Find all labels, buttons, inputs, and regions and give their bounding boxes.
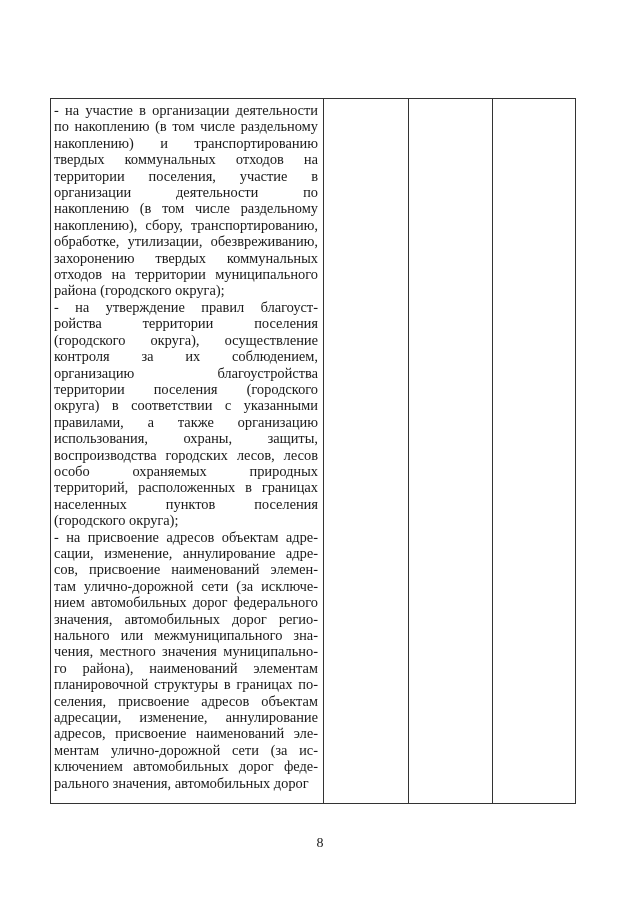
text-line: го района), наименований элементам xyxy=(54,660,318,677)
text-line: организацию благоустройства xyxy=(54,365,318,382)
text-line: территорий, расположенных в границах xyxy=(54,480,318,497)
text-line: округа) в соответствии с указанными xyxy=(54,398,318,415)
text-line: накоплению (в том числе раздельному xyxy=(54,201,318,218)
text-line: чения, местного значения муниципально- xyxy=(54,644,318,661)
table-frame xyxy=(50,98,576,804)
text-line: территории поселения, участие в xyxy=(54,168,318,185)
text-line: - на присвоение адресов объектам адре- xyxy=(54,529,318,546)
text-line: территории поселения (городского xyxy=(54,381,318,398)
text-line: значения, автомобильных дорог регио- xyxy=(54,611,318,628)
text-line: планировочной структуры в границах по- xyxy=(54,677,318,694)
text-line: рального значения, автомобильных дорог xyxy=(54,775,309,792)
text-line: захоронению твердых коммунальных xyxy=(54,250,318,267)
text-line: нального или межмуниципального зна- xyxy=(54,628,318,644)
page-number: 8 xyxy=(316,836,324,851)
text-line: района (городского округа); xyxy=(54,283,225,300)
text-line: организации деятельности по xyxy=(54,185,318,202)
column-divider-1 xyxy=(323,99,324,803)
text-line: (городского округа); xyxy=(54,513,179,530)
text-line: особо охраняемых природных xyxy=(54,463,318,480)
text-line: ключением автомобильных дорог феде- xyxy=(54,759,318,776)
text-line: селения, присвоение адресов объектам xyxy=(54,693,318,710)
text-line: (городского округа), осуществление xyxy=(54,332,318,349)
column-divider-2 xyxy=(408,99,409,803)
table-cell-text xyxy=(54,103,318,792)
text-line: адресации, изменение, аннулирование xyxy=(54,710,318,727)
text-line: отходов на территории муниципального xyxy=(54,267,318,284)
text-line: нием автомобильных дорог федерального xyxy=(54,595,318,612)
text-line: - на утверждение правил благоуст- xyxy=(54,299,318,316)
text-line: адресов, присвоение наименований эле- xyxy=(54,726,318,743)
text-line: правилами, а также организацию xyxy=(54,414,318,431)
text-line: сов, присвоение наименований элемен- xyxy=(54,562,318,579)
text-line: ройства территории поселения xyxy=(54,316,318,333)
text-line: использования, охраны, защиты, xyxy=(54,431,318,448)
text-line: - на участие в организации деятельности xyxy=(54,103,318,119)
text-line: твердых коммунальных отходов на xyxy=(54,152,318,169)
text-line: ментам улично-дорожной сети (за ис- xyxy=(54,742,318,759)
text-line: воспроизводства городских лесов, лесов xyxy=(54,447,318,464)
text-line: обработке, утилизации, обезвреживанию, xyxy=(54,234,318,251)
text-line: населенных пунктов поселения xyxy=(54,496,318,513)
text-line: накоплению), сбору, транспортированию, xyxy=(54,217,318,234)
text-line: накоплению) и транспортированию xyxy=(54,135,318,152)
text-line: по накоплению (в том числе раздельному xyxy=(54,119,318,136)
column-divider-3 xyxy=(492,99,493,803)
text-line: контроля за их соблюдением, xyxy=(54,349,318,366)
text-line: там улично-дорожной сети (за исключе- xyxy=(54,578,318,595)
text-line: сации, изменение, аннулирование адре- xyxy=(54,545,318,562)
